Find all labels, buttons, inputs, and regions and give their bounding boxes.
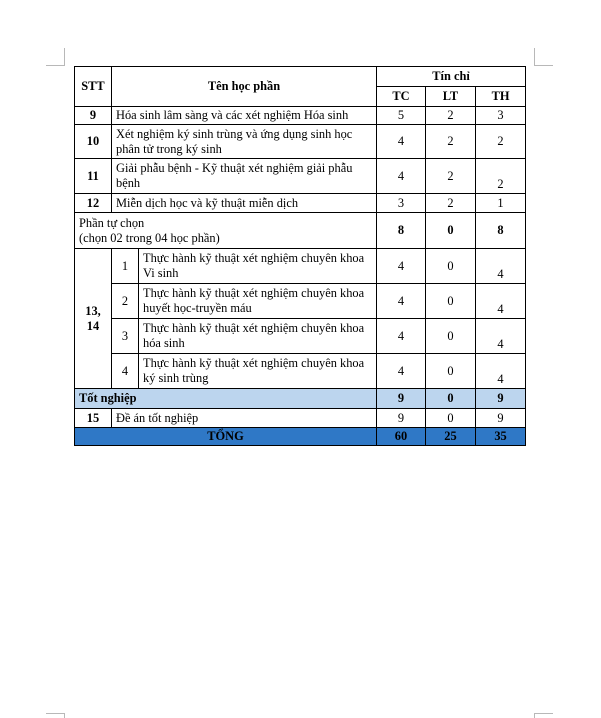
crop-mark-top-left-v <box>64 48 65 66</box>
elective-tc: 8 <box>377 213 426 249</box>
elective-item-number: 2 <box>112 284 139 319</box>
crop-mark-bottom-right-h <box>535 713 553 714</box>
header-tc: TC <box>377 87 426 107</box>
elective-row <box>75 249 526 284</box>
total-row <box>75 428 526 446</box>
elective-item-lt: 0 <box>426 319 476 354</box>
row-lt: 0 <box>426 409 476 428</box>
elective-item-name: Thực hành kỹ thuật xét nghiệm chuyên khoa hóa sinh <box>139 319 377 354</box>
row-stt: 12 <box>75 194 112 213</box>
elective-item-tc: 4 <box>377 354 426 389</box>
elective-label-line1: Phần tự chọn <box>79 215 145 230</box>
elective-item-tc: 4 <box>377 284 426 319</box>
table-row <box>75 409 526 428</box>
header-course-name: Tên học phần <box>112 67 377 107</box>
crop-mark-bottom-right-v <box>534 713 535 718</box>
elective-row <box>75 354 526 389</box>
row-course-name: Giải phẫu bệnh - Kỹ thuật xét nghiệm giải phẫu bệnh <box>112 159 377 194</box>
row-course-name: Hóa sinh lâm sàng và các xét nghiệm Hóa sinh <box>112 107 377 125</box>
elective-group-stt-line1: 13, <box>85 303 101 318</box>
crop-mark-bottom-left-h <box>46 713 64 714</box>
elective-item-number: 4 <box>112 354 139 389</box>
elective-group-stt <box>75 249 112 389</box>
row-th: 9 <box>476 409 526 428</box>
total-label: TỔNG <box>75 428 377 446</box>
row-th: 1 <box>476 194 526 213</box>
elective-group-stt-line2: 14 <box>86 318 100 333</box>
elective-th: 8 <box>476 213 526 249</box>
graduation-lt: 0 <box>426 389 476 409</box>
elective-label <box>75 213 377 249</box>
row-stt: 15 <box>75 409 112 428</box>
elective-label-line2: (chọn 02 trong 04 học phần) <box>79 230 220 245</box>
elective-item-name: Thực hành kỹ thuật xét nghiệm chuyên khoa Vi sinh <box>139 249 377 284</box>
row-lt: 2 <box>426 159 476 194</box>
row-course-name: Miễn dịch học và kỹ thuật miễn dịch <box>112 194 377 213</box>
row-tc: 9 <box>377 409 426 428</box>
elective-item-lt: 0 <box>426 284 476 319</box>
elective-item-th: 4 <box>476 354 526 389</box>
elective-item-name: Thực hành kỹ thuật xét nghiệm chuyên khoa huyết học-truyền máu <box>139 284 377 319</box>
crop-mark-top-left-h <box>46 65 64 66</box>
graduation-section-row <box>75 389 526 409</box>
curriculum-table <box>74 66 526 446</box>
table-row <box>75 107 526 125</box>
header-credits: Tín chỉ <box>377 67 526 87</box>
graduation-th: 9 <box>476 389 526 409</box>
table-row <box>75 125 526 159</box>
elective-item-th: 4 <box>476 249 526 284</box>
crop-mark-top-right-h <box>535 65 553 66</box>
elective-lt: 0 <box>426 213 476 249</box>
elective-item-th: 4 <box>476 319 526 354</box>
elective-item-lt: 0 <box>426 354 476 389</box>
total-lt: 25 <box>426 428 476 446</box>
row-lt: 2 <box>426 107 476 125</box>
elective-header-row <box>75 213 526 249</box>
header-row <box>75 67 526 87</box>
row-stt: 10 <box>75 125 112 159</box>
elective-item-number: 1 <box>112 249 139 284</box>
table-row <box>75 194 526 213</box>
row-tc: 4 <box>377 159 426 194</box>
elective-item-th: 4 <box>476 284 526 319</box>
elective-item-number: 3 <box>112 319 139 354</box>
header-lt: LT <box>426 87 476 107</box>
graduation-tc: 9 <box>377 389 426 409</box>
row-lt: 2 <box>426 194 476 213</box>
header-th: TH <box>476 87 526 107</box>
table-row <box>75 159 526 194</box>
elective-item-lt: 0 <box>426 249 476 284</box>
crop-mark-top-right-v <box>534 48 535 66</box>
elective-item-tc: 4 <box>377 249 426 284</box>
row-th: 3 <box>476 107 526 125</box>
elective-row <box>75 284 526 319</box>
crop-mark-bottom-left-v <box>64 713 65 718</box>
row-stt: 9 <box>75 107 112 125</box>
elective-item-name: Thực hành kỹ thuật xét nghiệm chuyên khoa ký sinh trùng <box>139 354 377 389</box>
row-course-name: Đề án tốt nghiệp <box>112 409 377 428</box>
elective-item-tc: 4 <box>377 319 426 354</box>
row-tc: 3 <box>377 194 426 213</box>
row-tc: 4 <box>377 125 426 159</box>
row-course-name: Xét nghiệm ký sinh trùng và ứng dụng sinh học phân tử trong ký sinh <box>112 125 377 159</box>
header-stt: STT <box>75 67 112 107</box>
row-tc: 5 <box>377 107 426 125</box>
row-th: 2 <box>476 125 526 159</box>
elective-row <box>75 319 526 354</box>
row-th: 2 <box>476 159 526 194</box>
total-tc: 60 <box>377 428 426 446</box>
row-stt: 11 <box>75 159 112 194</box>
total-th: 35 <box>476 428 526 446</box>
row-lt: 2 <box>426 125 476 159</box>
graduation-label: Tốt nghiệp <box>75 389 377 409</box>
